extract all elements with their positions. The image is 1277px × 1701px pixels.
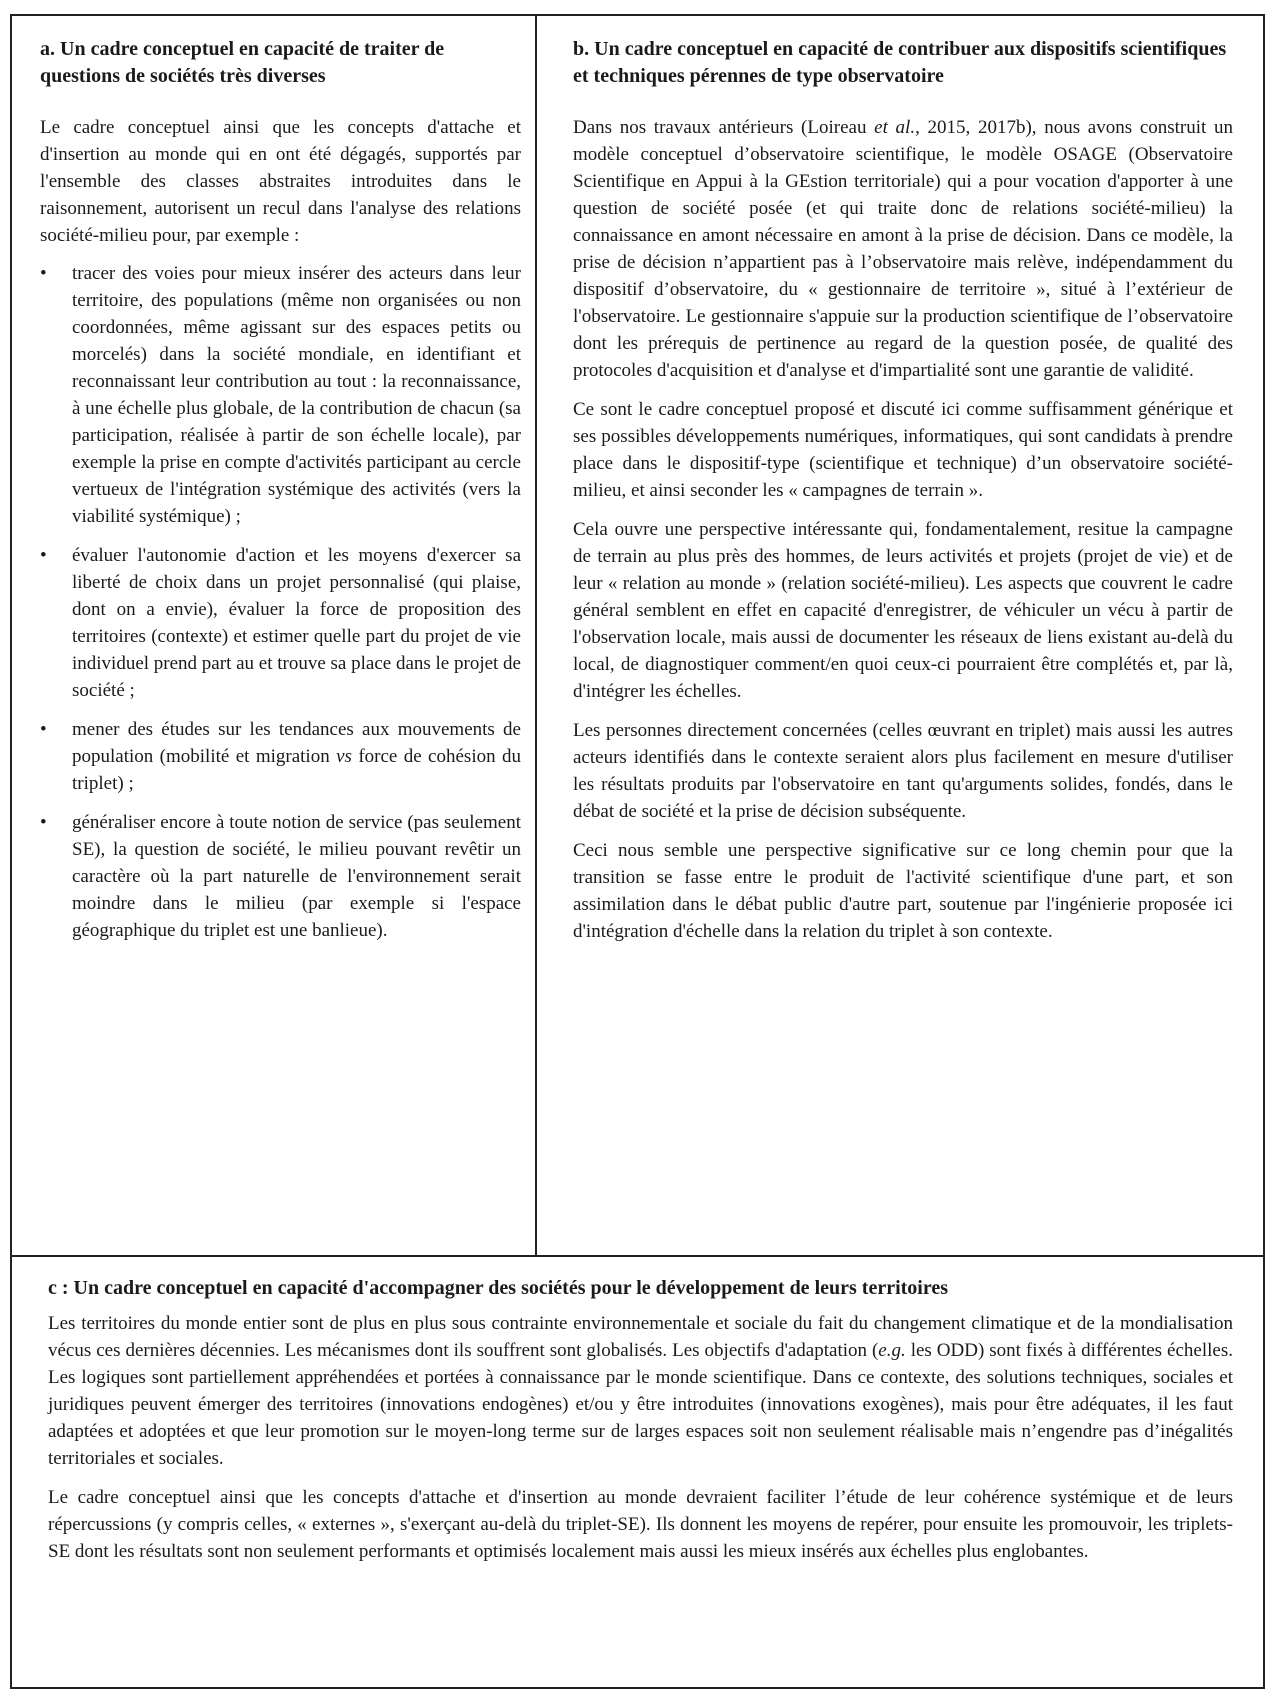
section-b-heading: b. Un cadre conceptuel en capacité de contribuer aux dispositifs scientifiques et techniques pérennes de type observatoire [573,38,1227,87]
content-box [10,14,1265,1689]
section-b-paragraph-5: Ceci nous semble une perspective significative sur ce long chemin pour que la transition se fasse entre le produit de l'activité scientifique d'une part, et son assimilation dans le débat public d'autre part, soutenue par l'ingénierie proposée ici d'intégration d'échelle dans la relation du triplet à son contexte. [573,840,1233,942]
text-run: force de cohésion du triplet) ; [72,746,521,794]
list-item [40,809,521,944]
column-b [537,16,1263,1255]
list-item-text [72,719,521,794]
text-run: Les territoires du monde entier sont de plus en plus sous contrainte environnementale et sociale du fait du changement climatique et de la mondialisation vécus ces dernières décennies. Les mécanismes dont ils souffrent sont globalisés. Les objectifs d'adaptation ( [48,1313,1233,1361]
section-b-paragraph-2: Ce sont le cadre conceptuel proposé et discuté ici comme suffisamment générique et ses possibles développements numériques, informatiques, qui sont candidats à prendre place dans le dispositif-type (scientifique et technique) d’un observatoire société-milieu, et ainsi seconder les « campagnes de terrain ». [573,399,1233,501]
section-b-paragraph-3: Cela ouvre une perspective intéressante qui, fondamentalement, resitue la campagne de terrain au plus près des hommes, de leurs activités et projets (projet de vie) et de leur « relation au monde » (relation société-milieu). Les aspects que couvrent le cadre général semblent en effet en capacité d'enregistrer, de véhiculer un vécu à partir de l'observation locale, mais aussi de documenter les réseaux de liens existant au-delà du local, de diagnostiquer comment/en quoi ceux-ci pourraient être complétés et, par là, d'intégrer les échelles. [573,519,1233,702]
bullet-icon: • [40,812,47,833]
section-c-paragraph-1 [48,1310,1233,1472]
column-a [12,16,537,1255]
section-b-paragraph-1 [573,114,1233,384]
list-item-text: généraliser encore à toute notion de service (pas seulement SE), la question de société, le milieu pouvant revêtir un caractère où la part naturelle de l'environnement serait moindre dans le milieu (par exemple si l'espace géographique du triplet est une banlieue). [72,812,521,941]
list-item-text: tracer des voies pour mieux insérer des acteurs dans leur territoire, des populations (même non organisées ou non coordonnées, même agissant sur des espaces petits ou morcelés) dans la société mondiale, en identifiant et reconnaissant leur contribution au tout : la reconnaissance, à une échelle plus globale, de la contribution de chacun (sa participation, réalisée à partir de son échelle locale), par exemple la prise en compte d'activités participant au cercle vertueux de l'intégration systémique des activités (vers la viabilité systémique) ; [72,263,521,527]
bullet-icon: • [40,263,47,284]
italic-text: e.g. [878,1340,906,1361]
bottom-row [12,1257,1263,1577]
list-item [40,542,521,704]
list-item-text: évaluer l'autonomie d'action et les moyens d'exercer sa liberté de choix dans un projet personnalisé (qui plaise, dont on a envie), évaluer la force de proposition des territoires (contexte) et estimer quelle part du projet de vie individuel prend part au et trouve sa place dans le projet de société ; [72,545,521,701]
text-run: mener des études sur les tendances aux mouvements de population (mobilité et migration [72,719,521,767]
section-b-paragraph-4: Les personnes directement concernées (celles œuvrant en triplet) mais aussi les autres acteurs identifiés dans le contexte seraient alors plus facilement en mesure d'utiliser les résultats produits par l'observatoire en tant qu'arguments solides, fondés, dans le débat de société et la prise de décision subséquente. [573,720,1233,822]
text-run: , 2015, 2017b), nous avons construit un modèle conceptuel d’observatoire scientifique, le modèle OSAGE (Observatoire Scientifique en Appui à la GEstion territoriale) qui a pour vocation d'apporter à une question de société posée (et qui traite donc de relations société-milieu) la connaissance en amont nécessaire en amont à la prise de décision. Dans ce modèle, la prise de décision n’appartient pas à l’observatoire mais relève, indépendamment du dispositif d’observatoire, du « gestionnaire de territoire », situé à l’extérieur de l'observatoire. Le gestionnaire s'appuie sur la production scientifique de l’observatoire dont les prérequis de pertinence au regard de la question posée, de qualité des protocoles d'acquisition et d'analyse et d'impartialité sont une garantie de validité. [573,117,1233,381]
italic-text: et al. [874,117,916,138]
italic-text: vs [336,746,352,767]
list-item [40,716,521,797]
bullet-icon: • [40,545,47,566]
section-a-intro: Le cadre conceptuel ainsi que les concepts d'attache et d'insertion au monde qui en ont été dégagés, supportés par l'ensemble des classes abstraites introduites dans le raisonnement, autorisent un recul dans l'analyse des relations société-milieu pour, par exemple : [40,117,521,246]
list-item [40,260,521,530]
section-c-paragraph-2: Le cadre conceptuel ainsi que les concepts d'attache et d'insertion au monde devraient faciliter l’étude de leur cohérence systémique et de leurs répercussions (y compris celles, « externes », s'exerçant au-delà du triplet-SE). Ils donnent les moyens de repérer, pour ensuite les promouvoir, les triplets-SE dont les résultats sont non seulement performants et optimisés localement mais aussi les mieux insérés aux échelles plus englobantes. [48,1487,1233,1562]
section-c-heading: c : Un cadre conceptuel en capacité d'accompagner des sociétés pour le développement de leurs territoires [48,1277,949,1299]
top-row [12,16,1263,1257]
section-a-heading: a. Un cadre conceptuel en capacité de traiter de questions de sociétés très diverses [40,38,445,87]
text-run: les ODD) sont fixés à différentes échelles. Les logiques sont partiellement appréhendées et portées à connaissance par le monde scientifique. Dans ce contexte, des solutions techniques, sociales et juridiques peuvent émerger des territoires (innovations endogènes) et/ou y être introduites (innovations exogènes), mais pour être adéquates, il les faut adaptées et adoptées et que leur promotion sur le moyen-long terme sur de larges espaces soit non seulement réalisable mais n’engendre pas d’inégalités territoriales et sociales. [48,1340,1233,1469]
section-a-bullet-list [40,260,521,944]
bullet-icon: • [40,719,47,740]
text-run: Dans nos travaux antérieurs (Loireau [573,117,875,138]
